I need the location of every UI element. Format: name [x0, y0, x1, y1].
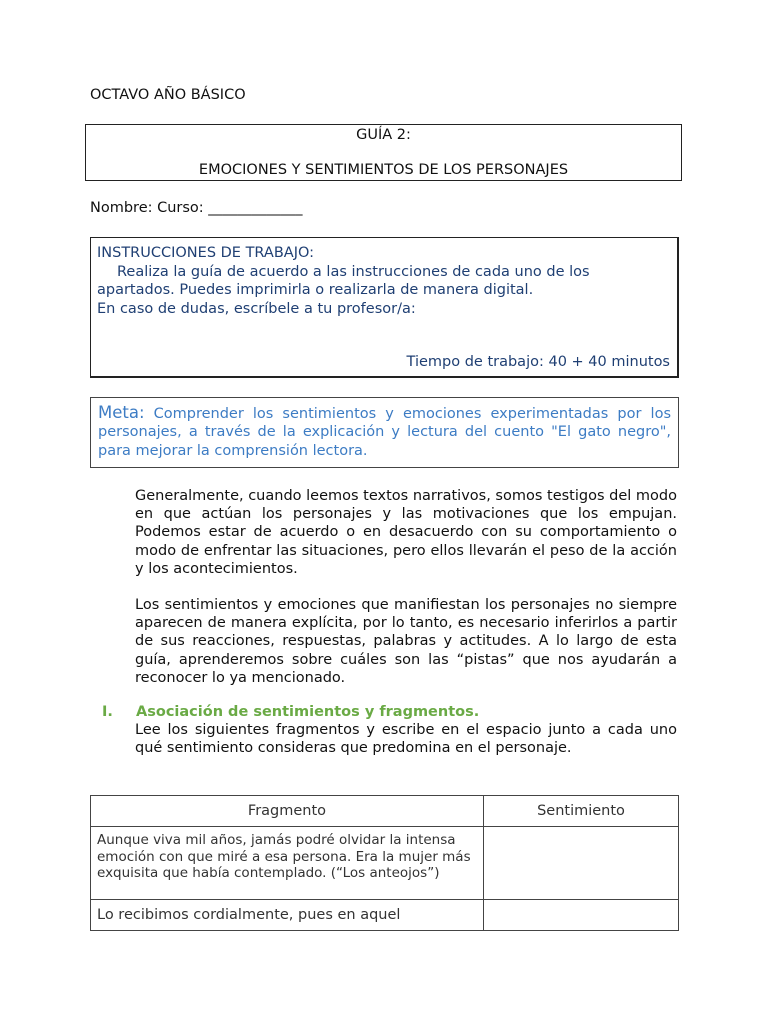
fragment-cell: Lo recibimos cordialmente, pues en aquel: [91, 900, 484, 931]
guide-title: EMOCIONES Y SENTIMIENTOS DE LOS PERSONAJES: [198, 162, 569, 178]
instructions-line-1: Realiza la guía de acuerdo a las instrucciones de cada uno de los: [117, 263, 590, 280]
column-header-fragment: Fragmento: [91, 796, 484, 827]
section-1-instruction: [90, 721, 677, 757]
instructions-box: [90, 237, 679, 378]
column-header-feeling: Sentimiento: [484, 796, 679, 827]
section-title: Asociación de sentimientos y fragmentos.: [136, 704, 480, 720]
instructions-heading: INSTRUCCIONES DE TRABAJO:: [97, 245, 315, 261]
intro-paragraph-2: [90, 596, 677, 687]
fragment-cell: Aunque viva mil años, jamás podré olvidar la intensa emoción con que miré a esa persona. Era la mujer más exquisita que había contemplado. (“Los anteojos”): [91, 827, 484, 900]
paragraph-text: Los sentimientos y emociones que manifiestan los personajes no siempre aparecen de manera explícita, por lo tanto, es necesario inferirlos a partir de sus reacciones, respuestas, palabras y actitudes. A lo largo de esta guía, aprenderemos sobre cuáles son las “pistas” que nos ayudarán a reconocer lo ya mencionado.: [135, 597, 677, 686]
guide-title-box: [85, 124, 682, 181]
table-header-row: [91, 796, 679, 827]
feeling-answer-cell[interactable]: [484, 900, 679, 931]
intro-paragraph-1: [90, 487, 677, 578]
grade-level: OCTAVO AÑO BÁSICO: [90, 87, 246, 103]
goal-label: Meta:: [98, 403, 145, 422]
fragments-table: [90, 795, 679, 931]
instructions-line-2: apartados. Puedes imprimirla o realizarla de manera digital.: [97, 282, 534, 298]
section-number: I.: [102, 704, 113, 720]
section-1-heading: [102, 704, 479, 720]
work-time: Tiempo de trabajo: 40 + 40 minutos: [406, 353, 670, 370]
instructions-line-3: En caso de dudas, escríbele a tu profesor/a:: [97, 300, 416, 317]
goal-text: Comprender los sentimientos y emociones experimentadas por los personajes, a través de la explicación y lectura del cuento "El gato negro", para mejorar la comprensión lectora.: [98, 406, 671, 459]
paragraph-text: Generalmente, cuando leemos textos narrativos, somos testigos del modo en que actúan los personajes y las motivaciones que los empujan. Podemos estar de acuerdo o en desacuerdo con su comportamiento o modo de enfrentar las situaciones, pero ellos llevarán el peso de la acción y los acontecimientos.: [135, 488, 677, 577]
student-name-field[interactable]: Nombre: Curso: _____________: [90, 200, 303, 216]
paragraph-text: Lee los siguientes fragmentos y escribe en el espacio junto a cada uno qué sentimiento consideras que predomina en el personaje.: [135, 722, 677, 757]
goal-box: [90, 397, 679, 468]
feeling-answer-cell[interactable]: [484, 827, 679, 900]
table-row: [91, 900, 679, 931]
table-row: [91, 827, 679, 900]
guide-number: GUÍA 2:: [356, 127, 411, 143]
